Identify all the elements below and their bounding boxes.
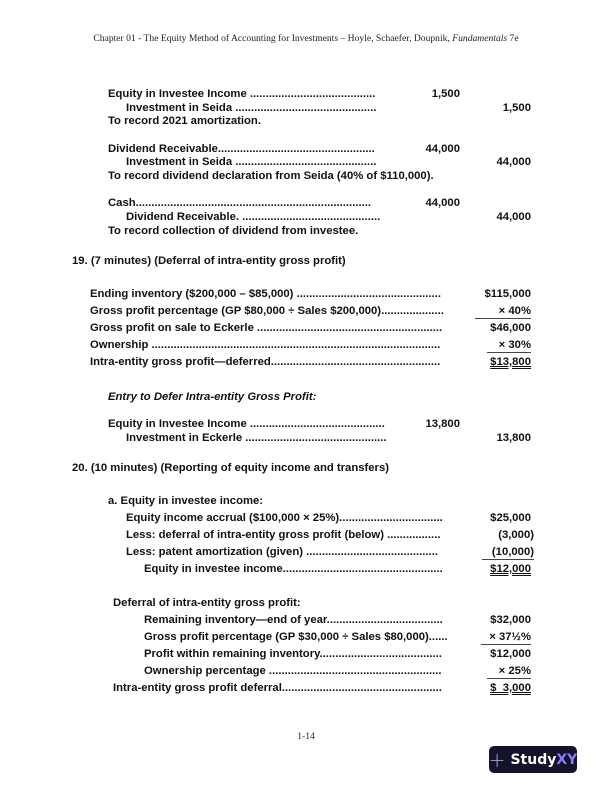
debit-amount: 44,000 — [425, 143, 460, 155]
schedule-value: (3,000) — [498, 529, 534, 541]
debit-account: Dividend Receivable.................................................. — [108, 143, 375, 155]
schedule-value: $25,000 — [490, 512, 531, 524]
debit-account: Cash........................................................................... — [108, 197, 372, 209]
deferral-label: Deferral of intra-entity gross profit: — [113, 597, 301, 609]
entry-memo: To record collection of dividend from investee. — [108, 225, 359, 237]
schedule-label: Gross profit percentage (GP $80,000 ÷ Sales $200,000).................... — [90, 305, 444, 317]
page-number: 1-14 — [297, 731, 315, 742]
schedule-label: Profit within remaining inventory....................................... — [144, 648, 442, 660]
credit-account: Dividend Receivable. ............................................ — [126, 211, 381, 223]
credit-amount: 44,000 — [496, 156, 531, 168]
problem-20-heading: 20. (10 minutes) (Reporting of equity income and transfers) — [72, 462, 389, 474]
schedule-label: Ending inventory ($200,000 – $85,000) .............................................. — [90, 288, 441, 300]
edition: 7e — [507, 33, 519, 44]
schedule-value: $32,000 — [490, 614, 531, 626]
schedule-value: (10,000) — [482, 545, 534, 560]
schedule-label: Less: patent amortization (given) .......................................... — [126, 546, 438, 558]
header-text: Chapter 01 - The Equity Method of Accounting for Investments – Hoyle, Schaefer, Doupnik, — [93, 33, 453, 44]
credit-amount: 13,800 — [496, 432, 531, 444]
schedule-value: × 37½% — [481, 630, 531, 645]
credit-account: Investment in Seida ............................................. — [126, 156, 377, 168]
schedule-value: $12,000 — [490, 648, 531, 660]
problem-19-heading: 19. (7 minutes) (Deferral of intra-entity gross profit) — [72, 255, 346, 267]
schedule-label: Remaining inventory—end of year..................................... — [144, 614, 443, 626]
schedule-total: $ 3,000 — [490, 682, 531, 694]
schedule-label: Equity in investee income................................................... — [144, 563, 443, 575]
schedule-label: Ownership ............................................................................................ — [90, 339, 441, 351]
book-title: Fundamentals — [452, 33, 508, 44]
studyxy-badge[interactable] — [489, 746, 577, 773]
debit-amount: 1,500 — [431, 88, 460, 100]
schedule-total: $13,800 — [490, 356, 531, 368]
credit-account: Investment in Eckerle ............................................. — [126, 432, 387, 444]
schedule-value: $46,000 — [490, 322, 531, 334]
schedule-value: × 40% — [475, 304, 531, 319]
brand-study: Study — [510, 751, 557, 768]
plus-icon: + — [488, 747, 506, 772]
debit-amount: 13,800 — [425, 418, 460, 430]
schedule-value: $115,000 — [484, 288, 531, 300]
part-a-label: a. Equity in investee income: — [108, 495, 264, 507]
entry-memo: To record 2021 amortization. — [108, 115, 261, 127]
schedule-label: Less: deferral of intra-entity gross profit (below) ................. — [126, 529, 441, 541]
credit-account: Investment in Seida ............................................. — [126, 102, 377, 114]
schedule-label: Equity income accrual ($100,000 × 25%)................................. — [126, 512, 443, 524]
page-header — [0, 33, 612, 44]
schedule-value: × 25% — [487, 664, 531, 679]
schedule-total: $12,000 — [490, 563, 531, 575]
debit-account: Equity in Investee Income ........................................... — [108, 418, 385, 430]
entry-memo: To record dividend declaration from Seida (40% of $110,000). — [108, 170, 434, 182]
schedule-label: Intra-entity gross profit deferral................................................... — [113, 682, 442, 694]
brand-logo — [510, 752, 577, 768]
entry-title: Entry to Defer Intra-entity Gross Profit: — [108, 391, 317, 403]
credit-amount: 44,000 — [496, 211, 531, 223]
schedule-label: Gross profit percentage (GP $30,000 ÷ Sales $80,000)...... — [144, 631, 448, 643]
credit-amount: 1,500 — [502, 102, 531, 114]
schedule-label: Intra-entity gross profit—deferred...................................................... — [90, 356, 441, 368]
schedule-value: × 30% — [487, 338, 531, 353]
debit-amount: 44,000 — [425, 197, 460, 209]
debit-account: Equity in Investee Income ........................................ — [108, 88, 376, 100]
schedule-label: Gross profit on sale to Eckerle ........................................................... — [90, 322, 443, 334]
schedule-label: Ownership percentage ....................................................... — [144, 665, 442, 677]
brand-xy: XY — [556, 751, 578, 768]
